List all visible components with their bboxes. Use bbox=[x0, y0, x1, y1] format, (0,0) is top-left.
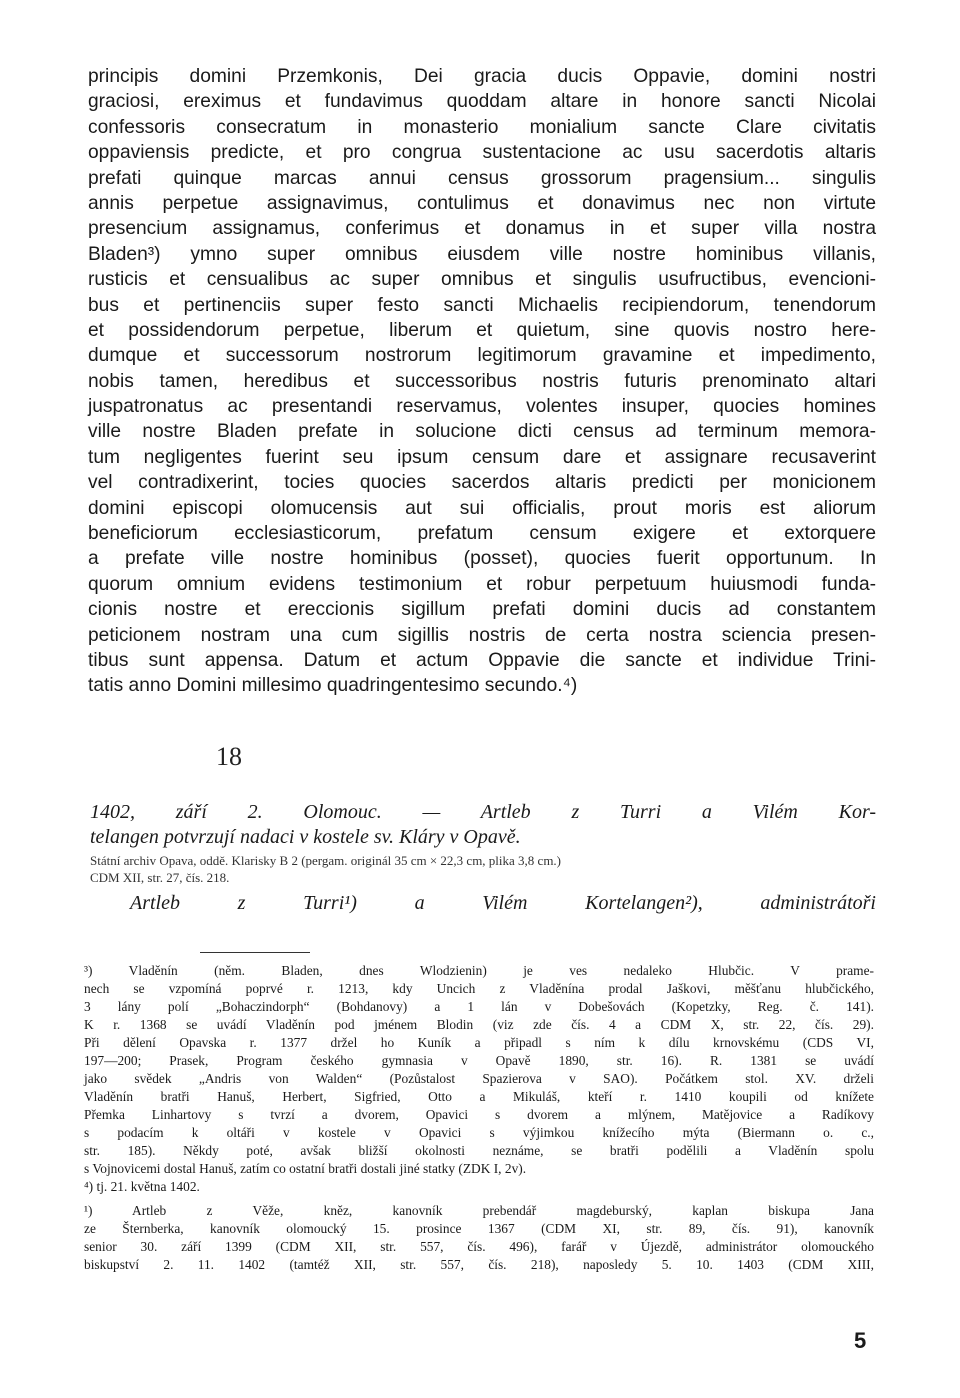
footnote-line: jako svědek „Andris von Walden“ (Pozůstalost Spazierova v SAO). Počátkem stol. XV. drželi bbox=[84, 1071, 874, 1086]
footnote-line: biskupství 2. 11. 1402 (tamtéž XII, str. 557, čís. 218), naposledy 5. 10. 1403 (CDM XIII, bbox=[84, 1257, 874, 1272]
page-number: 5 bbox=[854, 1328, 867, 1353]
document-number: 18 bbox=[216, 742, 242, 771]
footnotes bbox=[84, 962, 874, 1274]
text-line: graciosi, ereximus et fundavimus quoddam altare in honore sancti Nicolai bbox=[88, 91, 876, 113]
text-line: peticionem nostram una cum sigillis nostris de certa nostra sciencia presen- bbox=[88, 624, 876, 646]
footnote-line: str. 185). Někdy poté, avšak bližší okolnosti neznáme, se bratři podělili a Vladěnín spolu bbox=[84, 1143, 874, 1158]
footnote-line: Při dělení Opavska r. 1377 držel ho Kuník a připadl s ním k dílu krnovskému (CDS VI, bbox=[84, 1035, 874, 1050]
text-line: prefati quinque marcas annui census grossorum pragensium... singulis bbox=[88, 167, 876, 189]
footnote-line: Vladěnín bratři Hanuš, Herbert, Sigfried, Otto a Mikuláš, kteří r. 1410 koupili od knížete bbox=[84, 1089, 874, 1104]
text-line: et possidendorum perpetue, liberum et quietum, sine quovis nostro here- bbox=[88, 319, 876, 341]
text-line: quorum omnium evidens testimonium et robur perpetuum huiusmodi funda- bbox=[88, 573, 876, 595]
text-line: a prefate ville nostre hominibus (posset), quocies fuerit opportunum. In bbox=[88, 548, 876, 570]
footnote-line: s Vojnovicemi dostal Hanuš, zatím co ostatní bratři dostali jiné statky (ZDK I, 2v). bbox=[84, 1161, 527, 1176]
text-line: rusticis et censualibus ac super omnibus et singulis usufructibus, evencioni- bbox=[88, 269, 876, 291]
text-line: beneficiorum ecclesiasticorum, prefatum censum exigere et extorquere bbox=[88, 523, 876, 545]
text-line: confessoris consecratum in monasterio monialium sancte Clare civitatis bbox=[88, 116, 876, 138]
source-citation bbox=[90, 852, 876, 886]
text-line: Bladen³) ymno super omnibus eiusdem ville nostre hominibus villanis, bbox=[88, 243, 876, 265]
text-line: juspatronatus ac presentandi reservamus, volentes insuper, quocies homines bbox=[88, 396, 876, 418]
administrators-line: Artleb z Turri¹) a Vilém Kortelangen²), administrátoři bbox=[130, 892, 876, 914]
source-line: Státní archiv Opava, oddě. Klarisky B 2 (pergam. originál 35 cm × 22,3 cm, plika 3,8 cm.) bbox=[90, 853, 562, 868]
footnote-line: senior 30. září 1399 (CDM XII, str. 557, čís. 496), farář v Újezdě, administrátor olomouckého bbox=[84, 1239, 874, 1254]
text-line: dumque et successorum nostrorum legitimorum gravamine et impedimento, bbox=[88, 345, 876, 367]
text-line: principis domini Przemkonis, Dei gracia ducis Oppavie, domini nostri bbox=[88, 66, 876, 87]
footnote-line: Přemka Linhartovy s tvrzí a dvorem, Opavici s dvorem a mlýnem, Matějovice a Radíkovy bbox=[84, 1107, 874, 1122]
text-line: tatis anno Domini millesimo quadringentesimo secundo.⁴) bbox=[88, 675, 578, 697]
text-line: tum negligentes fuerint seu ipsum censum dare et assignare recusaverint bbox=[88, 446, 876, 468]
heading-line: telangen potvrzují nadaci v kostele sv. Kláry v Opavě. bbox=[90, 826, 521, 848]
text-line: domini episcopi olomucensis aut sui officialis, prout moris est aliorum bbox=[88, 497, 876, 519]
text-line: vel contradixerint, tocies quocies sacerdos altaris predicti per monicionem bbox=[88, 472, 876, 494]
footnote-line: ³) Vladěnín (něm. Bladen, dnes Wlodzienin) je ves nedaleko Hlubčic. V prame- bbox=[84, 963, 874, 978]
text-line: nobis tamen, heredibus et successoribus nostris futuris prenominato altari bbox=[88, 370, 876, 392]
text-line: annis perpetue assignavimus, contulimus et donavimus nec non virtute bbox=[88, 192, 876, 214]
footnote-line: nech se vzpomíná poprvé r. 1213, kdy Uncich z Vladěnína prodal Jaškovi, měšťanu hlubčického, bbox=[84, 981, 874, 996]
source-line: CDM XII, str. 27, čís. 218. bbox=[90, 870, 230, 885]
text-line: cionis nostre et ereccionis sigillum prefati domini ducis ad constantem bbox=[88, 599, 876, 621]
text-line: presencium assignamus, conferimus et donamus in et super villa nostra bbox=[88, 218, 876, 240]
footnote-line: ze Šternberka, kanovník olomoucký 15. prosince 1367 (CDM XI, str. 89, čís. 91), kanovník bbox=[84, 1221, 874, 1236]
footnote-line: 3 lány polí „Bohaczindorph“ (Bohdanovy) a 1 lán v Dobešovách (Kopetzky, Reg. č. 141). bbox=[84, 999, 874, 1014]
text-line: ville nostre Bladen prefate in solucione dicti census ad terminum memora- bbox=[88, 421, 876, 443]
document-heading bbox=[90, 800, 876, 850]
charter-text bbox=[88, 64, 876, 699]
heading-line: 1402, září 2. Olomouc. — Artleb z Turri a Vilém Kor- bbox=[90, 801, 876, 823]
footnote-line: ¹) Artleb z Věže, kněz, kanovník prebendář magdeburský, kaplan biskupa Jana bbox=[84, 1203, 874, 1218]
text-line: oppaviensis predicte, et pro congrua sustentacione ac usu sacerdotis altaris bbox=[88, 142, 876, 164]
footnote-line: 197—200; Prasek, Program českého gymnasia v Opavě 1890, str. 16). R. 1381 se uvádí bbox=[84, 1053, 874, 1068]
footnote-line: s podacím k oltáři v kostele v Opavici s výjimkou knížecího mýta (Biermann o. c., bbox=[84, 1125, 874, 1140]
text-line: bus et pertinenciis super festo sancti Michaelis recipiendorum, tenendorum bbox=[88, 294, 876, 316]
footnote-divider bbox=[200, 952, 310, 953]
footnote-line: ⁴) tj. 21. května 1402. bbox=[84, 1179, 200, 1194]
text-line: tibus sunt appensa. Datum et actum Oppavie die sancte et individue Trini- bbox=[88, 649, 876, 671]
footnote-line: K r. 1368 se uvádí Vladěnín pod jménem Blodin (viz zde čís. 4 a CDM X, str. 22, čís. 29). bbox=[84, 1017, 874, 1032]
